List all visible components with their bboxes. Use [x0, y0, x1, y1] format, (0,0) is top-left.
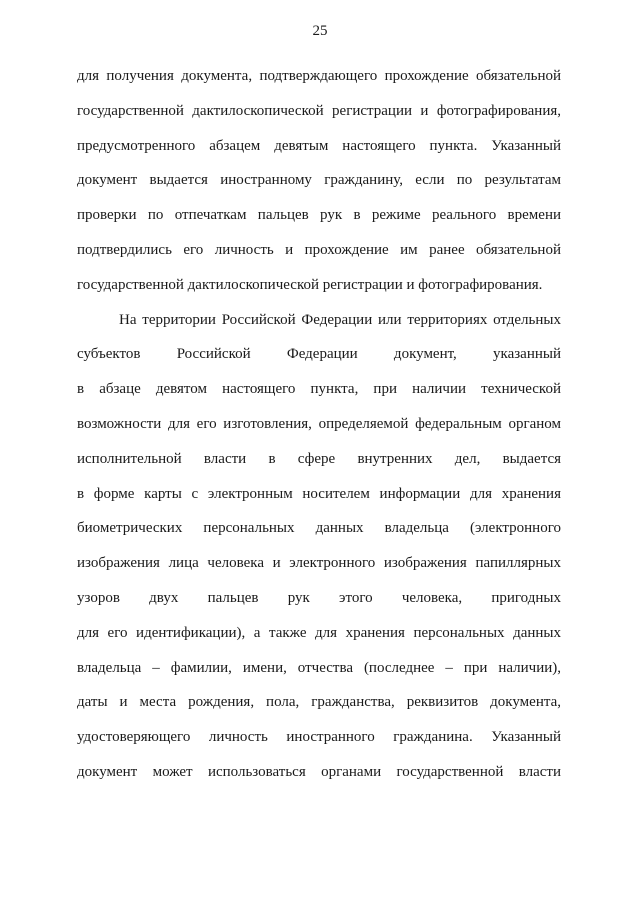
text-line: владельца – фамилии, имени, отчества (последнее – при наличии), — [77, 659, 561, 676]
text-line: проверки по отпечаткам пальцев рук в режиме реального времени — [77, 207, 561, 224]
text-line: даты и места рождения, пола, гражданства, реквизитов документа, — [77, 694, 561, 711]
text-line: в абзаце девятом настоящего пункта, при наличии технической — [77, 381, 561, 398]
text-line: изображения лица человека и электронного изображения папиллярных — [77, 555, 561, 572]
text-line: исполнительной власти в сфере внутренних дел, выдается — [77, 450, 561, 467]
text-line: субъектов Российской Федерации документ, указанный — [77, 346, 561, 363]
text-line: документ может использоваться органами государственной власти — [77, 763, 561, 780]
text-line: для получения документа, подтверждающего прохождение обязательной — [77, 68, 561, 84]
text-line: для его идентификации), а также для хранения персональных данных — [77, 624, 561, 641]
page-number: 25 — [312, 23, 328, 39]
text-line: в форме карты с электронным носителем информации для хранения — [77, 485, 561, 502]
document-body — [77, 66, 561, 797]
text-line: биометрических персональных данных владельца (электронного — [77, 520, 561, 537]
text-line: предусмотренного абзацем девятым настоящего пункта. Указанный — [77, 137, 561, 154]
text-line: государственной дактилоскопической регистрации и фотографирования. — [77, 276, 543, 293]
text-line: возможности для его изготовления, определяемой федеральным органом — [77, 415, 561, 432]
text-line: узоров двух пальцев рук этого человека, пригодных — [77, 589, 561, 606]
text-line: государственной дактилоскопической регистрации и фотографирования, — [77, 102, 561, 119]
text-line: документ выдается иностранному гражданину, если по результатам — [77, 172, 561, 189]
text-line: подтвердились его личность и прохождение им ранее обязательной — [77, 241, 561, 258]
text-line: На территории Российской Федерации или территориях отдельных — [119, 311, 561, 328]
text-line: удостоверяющего личность иностранного гражданина. Указанный — [77, 729, 561, 746]
